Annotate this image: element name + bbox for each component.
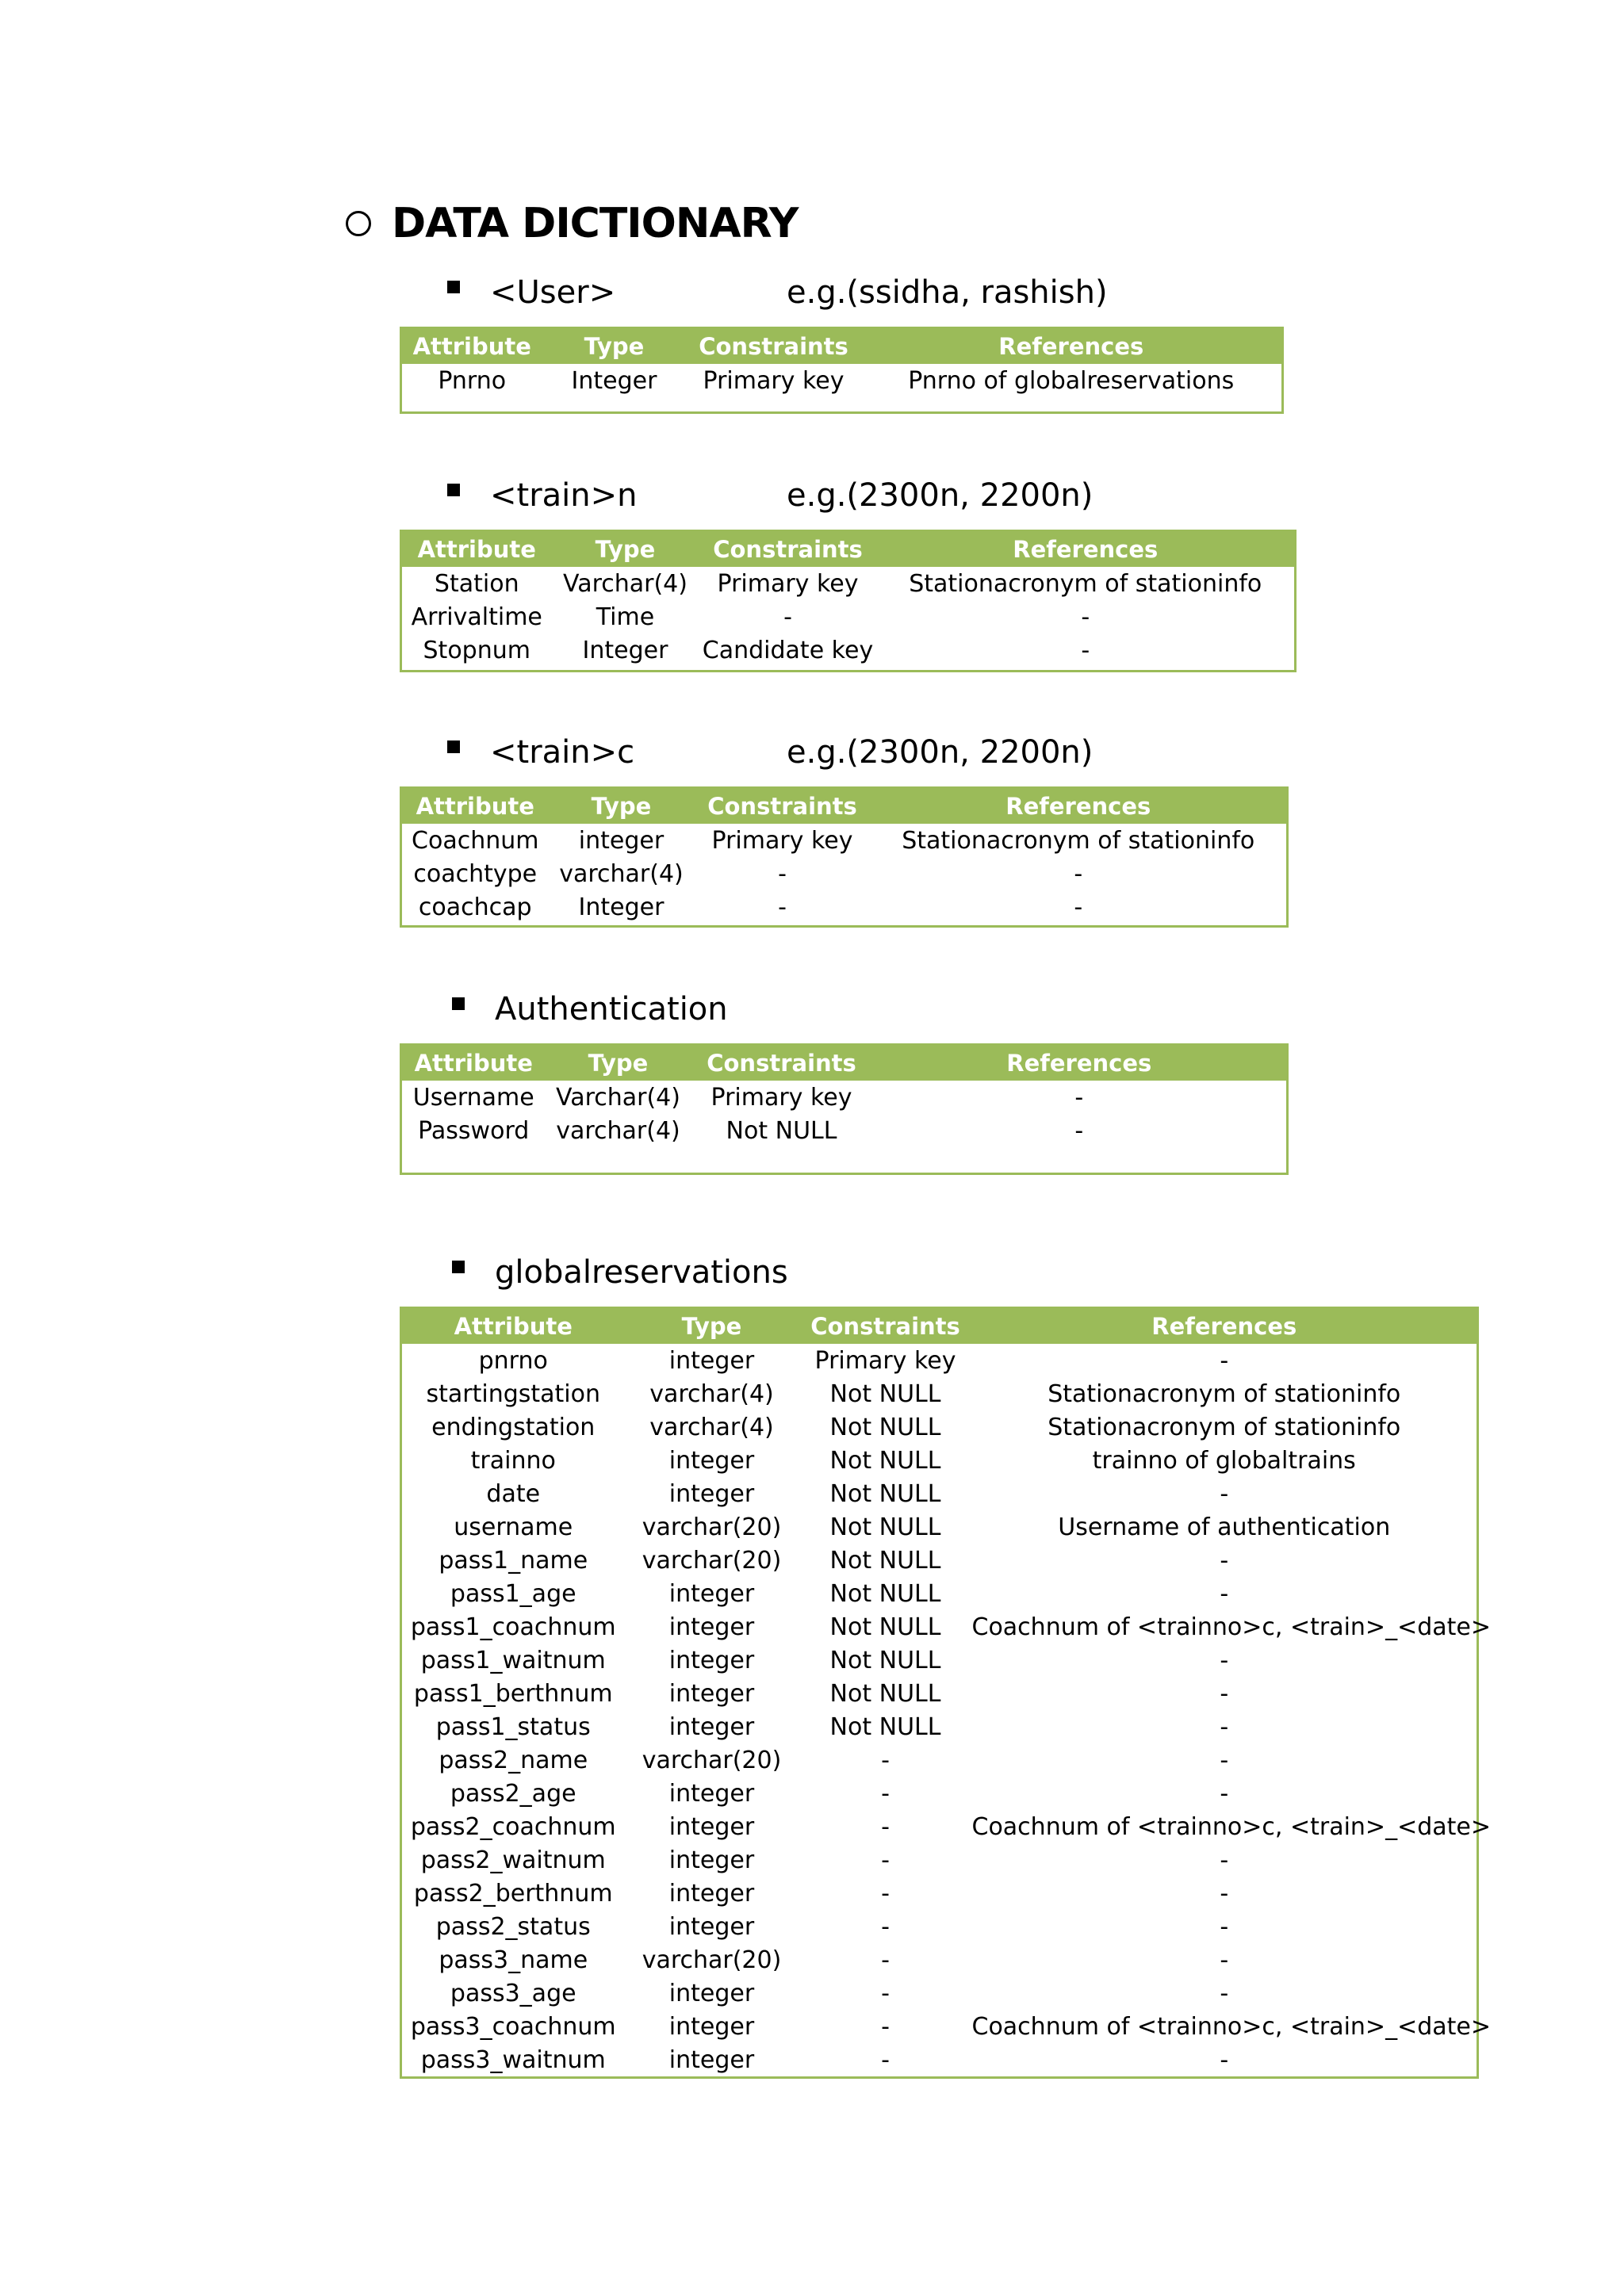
- table-cell: pass2_status: [435, 1912, 591, 1941]
- table-cell: Primary key: [814, 1346, 956, 1375]
- table-cell: pass1_waitnum: [420, 1646, 606, 1674]
- table-row: [401, 1644, 1478, 1677]
- square-bullet-icon: [452, 1261, 465, 1273]
- table-train-c: [400, 786, 1289, 928]
- table-cell: Primary key: [717, 569, 859, 598]
- table-cell: Username of authentication: [1058, 1513, 1391, 1541]
- page-title: DATA DICTIONARY: [392, 200, 799, 247]
- table-cell: varchar(20): [642, 1513, 782, 1541]
- table-cell: integer: [668, 1646, 755, 1674]
- table-cell: pass1_name: [439, 1546, 588, 1575]
- table-cell: Varchar(4): [556, 1083, 680, 1112]
- column-header: Type: [552, 531, 699, 568]
- table-cell: Time: [596, 603, 655, 631]
- table-cell: -: [1081, 603, 1090, 631]
- table-row: [401, 364, 1283, 397]
- table-cell: Arrivaltime: [411, 603, 542, 631]
- column-header: Constraints: [695, 788, 871, 825]
- table-cell: integer: [668, 1446, 755, 1475]
- table-cell: Pnrno: [438, 366, 507, 395]
- table-cell: -: [1074, 1116, 1084, 1145]
- table-cell: -: [881, 1979, 890, 2007]
- table-cell: Not NULL: [829, 1579, 941, 1608]
- column-header: Type: [549, 788, 695, 825]
- table-row: [401, 857, 1288, 890]
- table-row: [401, 890, 1288, 924]
- table-cell: -: [1074, 893, 1083, 921]
- table-cell: Stationacronym of stationinfo: [1048, 1380, 1401, 1408]
- table-cell: Stationacronym of stationinfo: [902, 826, 1255, 855]
- table-cell: Username: [412, 1083, 534, 1112]
- table-row: [401, 2010, 1478, 2043]
- table-row: [401, 1477, 1478, 1510]
- table-cell: Coachnum of <trainno>c, <train>_<date>: [971, 1812, 1491, 1841]
- table-row: [401, 1910, 1478, 1943]
- table-body: [401, 1344, 1491, 2078]
- table-cell: Stationacronym of stationinfo: [909, 569, 1262, 598]
- table-cell: pass2_waitnum: [420, 1846, 606, 1874]
- table-cell: -: [1220, 1679, 1229, 1708]
- section-example: e.g.(ssidha, rashish): [787, 274, 1108, 311]
- table-filler-row: [401, 924, 1288, 927]
- table-filler-row: [401, 397, 1283, 413]
- table-cell: -: [1220, 1779, 1229, 1808]
- section-title-globalreservations: [452, 1254, 788, 1291]
- table-cell: Not NULL: [829, 1679, 941, 1708]
- table-cell: -: [1220, 1879, 1229, 1908]
- table-globalreservations: [400, 1307, 1491, 2079]
- table-cell: varchar(20): [642, 1946, 782, 1974]
- table-cell: integer: [668, 1679, 755, 1708]
- table-cell: -: [1220, 1979, 1229, 2007]
- table-row: [401, 1444, 1478, 1477]
- table-cell: integer: [668, 1579, 755, 1608]
- column-header: Attribute: [401, 1045, 546, 1081]
- table-body: [401, 567, 1296, 672]
- table-cell: trainno of globaltrains: [1092, 1446, 1356, 1475]
- table-cell: Not NULL: [829, 1546, 941, 1575]
- table-cell: Coachnum of <trainno>c, <train>_<date>: [971, 2012, 1491, 2041]
- table-row: [401, 1743, 1478, 1777]
- table-cell: trainno: [470, 1446, 556, 1475]
- table-cell: pass1_status: [435, 1712, 591, 1741]
- table-cell: integer: [668, 1613, 755, 1641]
- table-authentication: [400, 1043, 1289, 1175]
- table-cell: integer: [668, 1479, 755, 1508]
- table-cell: Station: [434, 569, 519, 598]
- table-cell: coachtype: [413, 859, 538, 888]
- table-cell: coachcap: [418, 893, 532, 921]
- section-title-user: [447, 274, 1108, 311]
- table-row: [401, 1410, 1478, 1444]
- table-cell: pass1_berthnum: [413, 1679, 613, 1708]
- column-header: Constraints: [691, 1045, 872, 1081]
- table-cell: -: [1220, 1912, 1229, 1941]
- table-cell: -: [881, 2012, 890, 2041]
- table-cell: integer: [668, 1879, 755, 1908]
- table-cell: pass2_age: [450, 1779, 576, 1808]
- table-cell: Integer: [571, 366, 657, 395]
- table-cell: Varchar(4): [563, 569, 688, 598]
- table-cell: -: [881, 2045, 890, 2074]
- table-cell: pass3_age: [450, 1979, 576, 2007]
- table-row: [401, 1377, 1478, 1410]
- column-header: Type: [542, 328, 687, 365]
- table-cell: startingstation: [426, 1380, 600, 1408]
- table-cell: -: [1220, 1946, 1229, 1974]
- table-cell: Not NULL: [829, 1413, 941, 1441]
- square-bullet-icon: [447, 740, 460, 753]
- table-cell: -: [881, 1746, 890, 1774]
- table-cell: -: [881, 1779, 890, 1808]
- table-cell: Primary key: [711, 826, 853, 855]
- table-cell: Not NULL: [829, 1712, 941, 1741]
- table-filler-row: [401, 667, 1296, 672]
- column-header: Attribute: [401, 328, 542, 365]
- table-row: [401, 1114, 1288, 1147]
- table-body: [401, 1081, 1288, 1174]
- table-cell: date: [486, 1479, 541, 1508]
- table-row: [401, 1943, 1478, 1976]
- table-cell: pass2_berthnum: [413, 1879, 613, 1908]
- table-cell: Password: [418, 1116, 530, 1145]
- table-row: [401, 1544, 1478, 1577]
- table-cell: Not NULL: [726, 1116, 837, 1145]
- table-cell: Not NULL: [829, 1613, 941, 1641]
- table-row: [401, 1344, 1478, 1377]
- column-header: Type: [546, 1045, 691, 1081]
- table-cell: integer: [668, 1812, 755, 1841]
- table-cell: Pnrno of globalreservations: [908, 366, 1235, 395]
- section-name: <train>c: [490, 734, 635, 771]
- circle-bullet-icon: [346, 211, 371, 236]
- table-cell: integer: [668, 1979, 755, 2007]
- table-header: [401, 328, 1283, 365]
- table-user: [400, 327, 1284, 414]
- table-cell: varchar(4): [559, 859, 684, 888]
- table-cell: varchar(20): [642, 1546, 782, 1575]
- table-header: [401, 1308, 1478, 1345]
- table-cell: Coachnum of <trainno>c, <train>_<date>: [971, 1613, 1491, 1641]
- table-cell: -: [1220, 1746, 1229, 1774]
- square-bullet-icon: [447, 281, 460, 293]
- table-cell: integer: [668, 1346, 755, 1375]
- table-cell: Not NULL: [829, 1513, 941, 1541]
- table-cell: -: [783, 603, 792, 631]
- table-cell: Primary key: [703, 366, 845, 395]
- table-row: [401, 1976, 1478, 2010]
- table-row: [401, 633, 1296, 667]
- table-row: [401, 1577, 1478, 1610]
- section-title-train-n: [447, 477, 1094, 514]
- table-cell: Integer: [578, 893, 665, 921]
- table-cell: pass1_age: [450, 1579, 576, 1608]
- table-row: [401, 1510, 1478, 1544]
- table-row: [401, 1777, 1478, 1810]
- table-cell: Candidate key: [702, 636, 874, 664]
- table-cell: -: [1220, 1646, 1229, 1674]
- column-header: References: [877, 531, 1296, 568]
- table-cell: integer: [668, 2045, 755, 2074]
- section-name: <train>n: [490, 477, 638, 514]
- table-cell: -: [881, 1912, 890, 1941]
- table-cell: Not NULL: [829, 1646, 941, 1674]
- table-body: [401, 364, 1283, 413]
- table-row: [401, 824, 1288, 857]
- table-row: [401, 1710, 1478, 1743]
- table-cell: -: [1220, 1712, 1229, 1741]
- table-cell: Primary key: [710, 1083, 852, 1112]
- table-cell: -: [1074, 859, 1083, 888]
- table-cell: username: [454, 1513, 573, 1541]
- table-cell: Stopnum: [423, 636, 530, 664]
- table-cell: -: [1220, 1346, 1229, 1375]
- table-row: [401, 1081, 1288, 1114]
- table-cell: varchar(4): [556, 1116, 680, 1145]
- table-cell: integer: [668, 2012, 755, 2041]
- section-example: e.g.(2300n, 2200n): [787, 734, 1094, 771]
- table-cell: Not NULL: [829, 1380, 941, 1408]
- table-filler-row: [401, 1147, 1288, 1174]
- square-bullet-icon: [447, 484, 460, 496]
- table-body: [401, 824, 1288, 927]
- table-cell: -: [881, 1846, 890, 1874]
- table-cell: varchar(4): [649, 1380, 774, 1408]
- table-cell: pass3_waitnum: [420, 2045, 606, 2074]
- table-row: [401, 1843, 1478, 1877]
- table-cell: -: [881, 1812, 890, 1841]
- page-heading: [346, 200, 798, 247]
- table-cell: integer: [668, 1912, 755, 1941]
- table-cell: -: [1220, 1479, 1229, 1508]
- column-header: References: [861, 328, 1283, 365]
- table-cell: Stationacronym of stationinfo: [1048, 1413, 1401, 1441]
- table-cell: -: [1220, 1546, 1229, 1575]
- table-cell: -: [1074, 1083, 1084, 1112]
- column-header: References: [872, 1045, 1288, 1081]
- table-header: [401, 788, 1288, 825]
- section-title-authentication: [452, 991, 728, 1027]
- table-cell: Not NULL: [829, 1479, 941, 1508]
- table-cell: pass2_name: [439, 1746, 588, 1774]
- table-cell: -: [1220, 1846, 1229, 1874]
- section-name: globalreservations: [495, 1254, 788, 1291]
- table-cell: -: [1220, 1579, 1229, 1608]
- table-cell: pass3_coachnum: [410, 2012, 616, 2041]
- table-cell: -: [778, 859, 787, 888]
- table-cell: integer: [668, 1712, 755, 1741]
- column-header: Attribute: [401, 788, 549, 825]
- table-cell: integer: [668, 1846, 755, 1874]
- table-row: [401, 1610, 1478, 1644]
- table-cell: varchar(20): [642, 1746, 782, 1774]
- table-row: [401, 1810, 1478, 1843]
- square-bullet-icon: [452, 997, 465, 1010]
- section-title-train-c: [447, 734, 1094, 771]
- table-cell: Integer: [582, 636, 668, 664]
- table-cell: -: [778, 893, 787, 921]
- section-example: e.g.(2300n, 2200n): [787, 477, 1094, 514]
- table-cell: pnrno: [478, 1346, 548, 1375]
- table-cell: endingstation: [431, 1413, 596, 1441]
- table-cell: integer: [578, 826, 665, 855]
- table-row: [401, 1677, 1478, 1710]
- column-header: Attribute: [401, 531, 552, 568]
- table-cell: pass3_name: [439, 1946, 588, 1974]
- table-row: [401, 1877, 1478, 1910]
- table-cell: -: [881, 1879, 890, 1908]
- table-header: [401, 1045, 1288, 1081]
- column-header: References: [871, 788, 1288, 825]
- table-cell: -: [1081, 636, 1090, 664]
- column-header: Constraints: [687, 328, 861, 365]
- column-header: Constraints: [699, 531, 877, 568]
- table-header: [401, 531, 1296, 568]
- table-cell: pass1_coachnum: [410, 1613, 616, 1641]
- table-row: [401, 567, 1296, 600]
- section-name: <User>: [490, 274, 616, 311]
- column-header: Attribute: [401, 1308, 625, 1345]
- table-cell: integer: [668, 1779, 755, 1808]
- table-row: [401, 600, 1296, 633]
- table-cell: pass2_coachnum: [410, 1812, 616, 1841]
- table-cell: -: [881, 1946, 890, 1974]
- table-cell: Coachnum: [412, 826, 539, 855]
- table-cell: Not NULL: [829, 1446, 941, 1475]
- column-header: Constraints: [799, 1308, 972, 1345]
- column-header: Type: [625, 1308, 799, 1345]
- section-name: Authentication: [495, 991, 728, 1027]
- column-header: References: [972, 1308, 1478, 1345]
- table-cell: -: [1220, 2045, 1229, 2074]
- table-train-n: [400, 530, 1297, 672]
- table-row: [401, 2043, 1478, 2078]
- table-cell: varchar(4): [649, 1413, 774, 1441]
